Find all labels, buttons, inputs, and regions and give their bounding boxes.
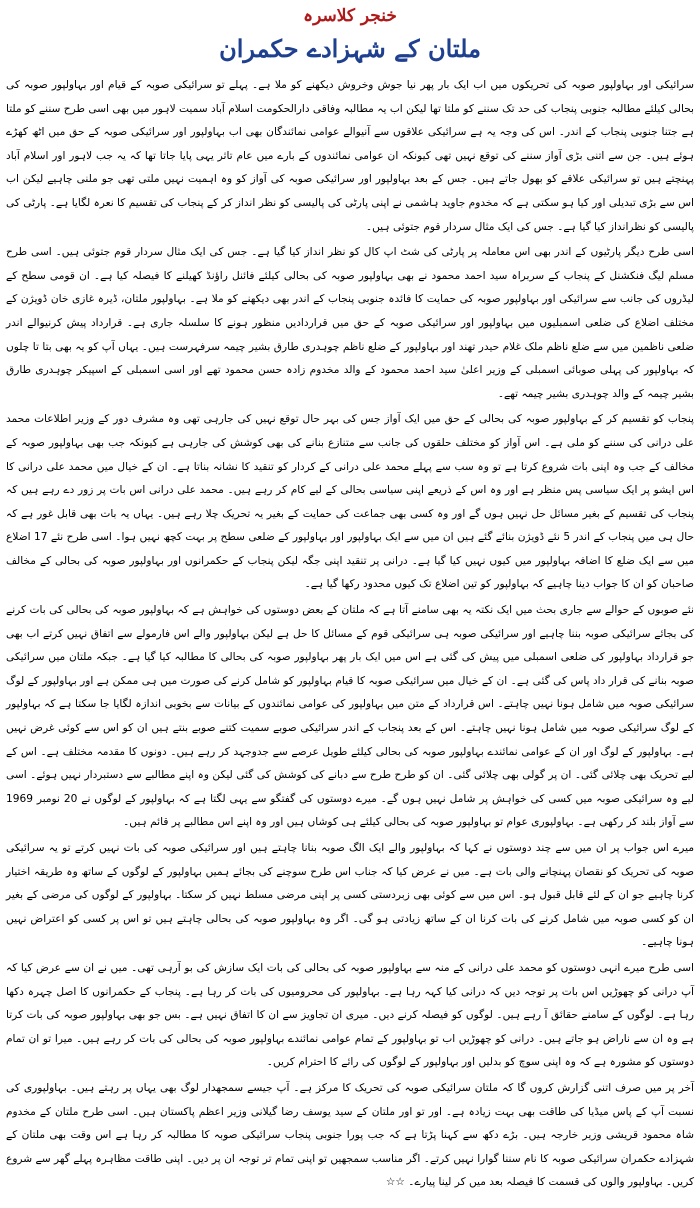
article-paragraph: اسی طرح دیگر پارٹیوں کے اندر بھی اس معاملہ پر پارٹی کی شٹ اپ کال کو نظر انداز کیا گیا ہے۔ جس کی ایک مثال سردار قوم جتوئی ہیں۔ اسی طرح مسلم لیگ فنکشنل کے پنجاب کے سربراہ سید احمد محمود نے بھی بہاولپور صوبہ کی بحالی کیلئے فائنل راؤنڈ کھیلنے کا فیصلہ کیا ہے۔ ان قومی سطح کے لیڈروں کی جانب سے سرائیکی اور بہاولپور صوبہ کی حمایت کا فائدہ جنوبی پنجاب کے اندر بھی دیکھنے کو ملا ہے۔ بہاولپور ملتان، ڈیرہ غازی خان ڈویژن کے مختلف اضلاع کی ضلعی اسمبلیوں میں بہاولپور اور سرائیکی صوبہ کے حق میں قراردادیں منظور ہونے کا سلسلہ جاری ہے۔ قرارداد پیش کرنیوالے اندر ضلعی ناظمین میں سے ضلع ناظم ملک غلام حیدر تھند اور بہاولپور کے ضلع ناظم چوہدری طارق بشیر چیمہ سرفہرست ہیں۔ یہاں آپ کو یہ بھی بتا تا چلوں کہ بہاولپور کی پہلی صوبائی اسمبلی کے وزیر اعلیٰ سید احمد محمود کے والد مخدوم زادہ حسن محمود تھے اور اسی اسمبلی کے اسپیکر چوہدری طارق بشیر چیمہ کے والد چوہدری بشیر چیمہ تھے۔ (6, 246, 694, 400)
article-body (6, 74, 694, 1195)
article-paragraph: نئے صوبوں کے حوالے سے جاری بحث میں ایک نکتہ یہ بھی سامنے آتا ہے کہ ملتان کے بعض دوستوں کی خواہش ہے کہ بہاولپور صوبہ کی بحالی کی بات کرنے کی بجائے سرائیکی صوبہ بننا چاہیے اور سرائیکی صوبہ ہی سرائیکی قوم کے مسائل کا حل ہے لیکن بہاولپور والے اس فارمولے سے اتفاق نہیں کرتے اب بھی جو قرارداد بہاولپور کی ضلعی اسمبلی میں پیش کی گئی ہے اس میں ایک بار پھر بہاولپور صوبہ کی بحالی کا مطالبہ کیا گیا ہے۔ جبکہ ملتان میں سرائیکی صوبہ بنانے کی قرار داد پاس کی گئی ہے۔ ان کے خیال میں سرائیکی صوبہ کا قیام بہاولپور کو شامل کرنے کی صورت میں ہی ممکن ہے اور بہاولپور کے لوگ سرائیکی صوبہ میں شامل ہونا نہیں چاہتے۔ اس قرارداد کے متن میں بہاولپور کی عوامی نمائندوں کے بیانات سے بخوبی اندازہ لگایا جا سکتا ہے کہ بہاولپور کے لوگ سرائیکی صوبہ میں شامل ہونا نہیں چاہتے۔ اس کے بعد پنجاب کے اندر سرائیکی صوبے سمیت کتنے صوبے بنتے ہیں ان کو اس سے کوئی غرض نہیں ہے۔ بہاولپور کے لوگ اور ان کے عوامی نمائندے بہاولپور صوبہ کی بحالی کیلئے طویل عرصے سے جدوجہد کر رہے ہیں۔ دونوں کا مقدمہ مختلف ہے۔ اس کے لیے تحریک بھی چلائی گئی۔ ان پر گولی بھی چلائی گئی۔ ان کو طرح طرح سے دبانے کی کوشش کی گئی لیکن وہ اپنے مطالبے سے دستبردار نہیں ہوئے۔ اسی لیے وہ سرائیکی صوبہ میں کسی کی خواہش پر شامل نہیں ہوں گے۔ میرے دوستوں کی گفتگو سے یہی لگتا ہے کہ بہاولپور کے لوگوں نے 20 نومبر 1969 سے آواز بلند کر رکھی ہے۔ بہاولپوری عوام تو بہاولپور صوبہ کی بحالی کیلئے ہی کوشاں ہیں اور وہ اپنے اس مطالبے پر قائم ہیں۔ (6, 604, 694, 829)
article-paragraph: میرے اس جواب پر ان میں سے چند دوستوں نے کہا کہ بہاولپور والے ایک الگ صوبہ بنانا چاہتے ہیں اور سرائیکی صوبہ کی بات نہیں کرتے تو یہ سرائیکی صوبہ کی تحریک کو نقصان پہنچانے والی بات ہے۔ میں نے عرض کیا کہ جناب اس طرح سوچنے کی بجائے ہمیں بہاولپور کے لوگوں کے ساتھ وہ طریقہ اختیار کرنا چاہیے جو ان کے لئے قابل قبول ہو۔ اس میں سے کوئی بھی زبردستی کسی پر اپنی مرضی مسلط نہیں کر سکتا۔ بہاولپور کے لوگوں کی مرضی کے بغیر ان کو کسی صوبہ میں شامل کرنے کی بات کرنا ان کے ساتھ زیادتی ہو گی۔ اگر وہ بہاولپور صوبہ کی بحالی چاہتے ہیں تو اس پر کسی کو اعتراض نہیں ہونا چاہیے۔ (6, 842, 694, 949)
article-headline: ملتان کے شہزادے حکمران (219, 34, 481, 63)
article-paragraph: اسی طرح میرے انہی دوستوں کو محمد علی درانی کے منہ سے بہاولپور صوبہ کی بحالی کی بات ایک سازش کی بو آرہی تھی۔ میں نے ان سے عرض کیا کہ آپ درانی کو چھوڑیں اس بات پر توجہ دیں کہ درانی کیا کہہ رہا ہے۔ بہاولپور کی محرومیوں کی بات کر رہا ہے۔ پنجاب کے حکمرانوں کا اصل چہرہ دکھا رہا ہے۔ لوگوں کے سامنے حقائق آ رہے ہیں۔ لوگوں کو فیصلہ کرنے دیں۔ میری ان تجاویز سے ان کا اتفاق نہیں ہے۔ بس جو بھی بہاولپور صوبہ کی بات کرتا ہے وہ ان سے ناراض ہو جاتے ہیں۔ درانی کو چھوڑیں اب تو بہاولپور کے تمام عوامی نمائندے بہاولپور صوبہ کی بحالی کی بات کر رہے ہیں۔ میرا تو ان تمام دوستوں کو مشورہ ہے کہ وہ اپنی سوچ کو بدلیں اور بہاولپور کے لوگوں کی رائے کا احترام کریں۔ (6, 961, 694, 1069)
article-paragraph: سرائیکی اور بہاولپور صوبہ کی تحریکوں میں اب ایک بار پھر نیا جوش وخروش دیکھنے کو ملا ہے۔ پہلے تو سرائیکی صوبہ کے قیام اور بہاولپور صوبہ کی بحالی کیلئے مطالبہ جنوبی پنجاب کی حد تک سننے کو ملتا تھا لیکن اب یہ مطالبہ وفاقی دارالحکومت اسلام آباد سمیت لاہور میں بھی اسی طرح سننے کو ملتا ہے جتنا جنوبی پنجاب کے اندر۔ اس کی وجہ یہ ہے سرائیکی علاقوں سے آنیوالے عوامی نمائندگان بھی اب بہاولپور اور سرائیکی صوبہ کے حق میں اٹھ کھڑے ہوئے ہیں۔ جن سے اتنی بڑی آواز سننے کی توقع نہیں تھی کیونکہ ان عوامی نمائندوں کے بارے میں عام تاثر یہی پایا جاتا تھا کہ یہ جب لاہور اور اسلام آباد پہنچتے ہیں تو سرائیکی علاقے کو بھول جاتے ہیں۔ جس کے بعد بہاولپور اور سرائیکی صوبہ کی آواز کو وہ اہمیت نہیں ملتی تھی جو ملنی چاہیے لیکن اب اس سے بڑی تبدیلی اور کیا ہو سکتی ہے کہ مخدوم جاوید ہاشمی نے اپنی پارٹی کی پالیسی کو نظر انداز کر کے پنجاب کی تقسیم کا نعرہ لگایا ہے۔ پارٹی کی پالیسی کو نظرانداز کیا گیا ہے۔ جس کی ایک مثال سردار قوم جتوئی ہیں۔ (6, 79, 694, 233)
article-paragraph: پنجاب کو تقسیم کر کے بہاولپور صوبہ کی بحالی کے حق میں ایک آواز جس کی بہر حال توقع نہیں کی جارہی تھی وہ مشرف دور کے وزیر اطلاعات محمد علی درانی کی سننے کو ملی ہے۔ اس آواز کو مختلف حلقوں کی جانب سے متنازع بنانے کی بھی کوشش کی جارہی ہے کیونکہ جب بھی بہاولپور صوبہ کے مخالف کے جب وہ اپنی بات شروع کرتا ہے تو وہ سب سے پہلے محمد علی درانی کے کردار کو تنقید کا نشانہ بناتا ہے۔ ان کے خیال میں محمد علی درانی کا اس ایشو پر ایک سیاسی پس منظر ہے اور وہ اس کے ذریعے اپنی سیاسی بحالی کے لیے کام کر رہے ہیں۔ محمد علی درانی اس بات پر زور دے رہے ہیں کہ پنجاب کی تقسیم کے بغیر مسائل حل نہیں ہوں گے اور وہ کسی بھی جماعت کی حمایت کے بغیر یہ تحریک چلا رہے ہیں۔ یہاں یہ بات بھی قابل غور ہے کہ حال ہی میں پنجاب کے اندر 5 نئے ڈویژن بنائے گئے ہیں ان میں سے ایک بہاولپور اور بہاولپور کے ضلعی سطح پر بہت کچھ نہیں ہوا۔ اسی طرح نئے 17 اضلاع میں سے ایک ضلع کا اضافہ بہاولپور میں کیوں نہیں کیا گیا ہے۔ درانی پر تنقید اپنی جگہ لیکن پنجاب کے حکمرانوں اور بہاولپور صوبہ کی بحالی کے مخالف صاحبان کو ان کا جواب دینا چاہیے کہ بہاولپور کو تین اضلاع تک کیوں محدود رکھا گیا ہے۔ (6, 413, 695, 591)
article-paragraph: آخر پر میں صرف اتنی گزارش کروں گا کہ ملتان سرائیکی صوبہ کی تحریک کا مرکز ہے۔ آپ جیسے سمجھدار لوگ بھی یہاں پر رہتے ہیں۔ بہاولپوری کی نسبت آپ کے پاس میڈیا کی طاقت بھی بہت زیادہ ہے۔ اور تو اور ملتان کے سید یوسف رضا گیلانی وزیر اعظم پاکستان ہیں۔ اسی طرح ملتان کے مخدوم شاہ محمود قریشی وزیر خارجہ ہیں۔ بڑے دکھ سے کہنا پڑتا ہے کہ جب پورا جنوبی پنجاب سرائیکی صوبہ کا مطالبہ کر رہا ہے اس وقت بھی ملتان کے شہزادے حکمران سرائیکی صوبہ کا نام سننا گوارا نہیں کرتے۔ اگر مناسب سمجھیں تو اپنی تمام تر توجہ ان پر دیں۔ اپنی طاقت مظاہرہ پہلے گھر سے شروع کریں۔ بہاولپور والوں کی قسمت کا فیصلہ بعد میں کر لینا پیارے۔ ☆☆ (6, 1081, 694, 1189)
column-title: خنجر کلاسرہ (303, 6, 397, 26)
